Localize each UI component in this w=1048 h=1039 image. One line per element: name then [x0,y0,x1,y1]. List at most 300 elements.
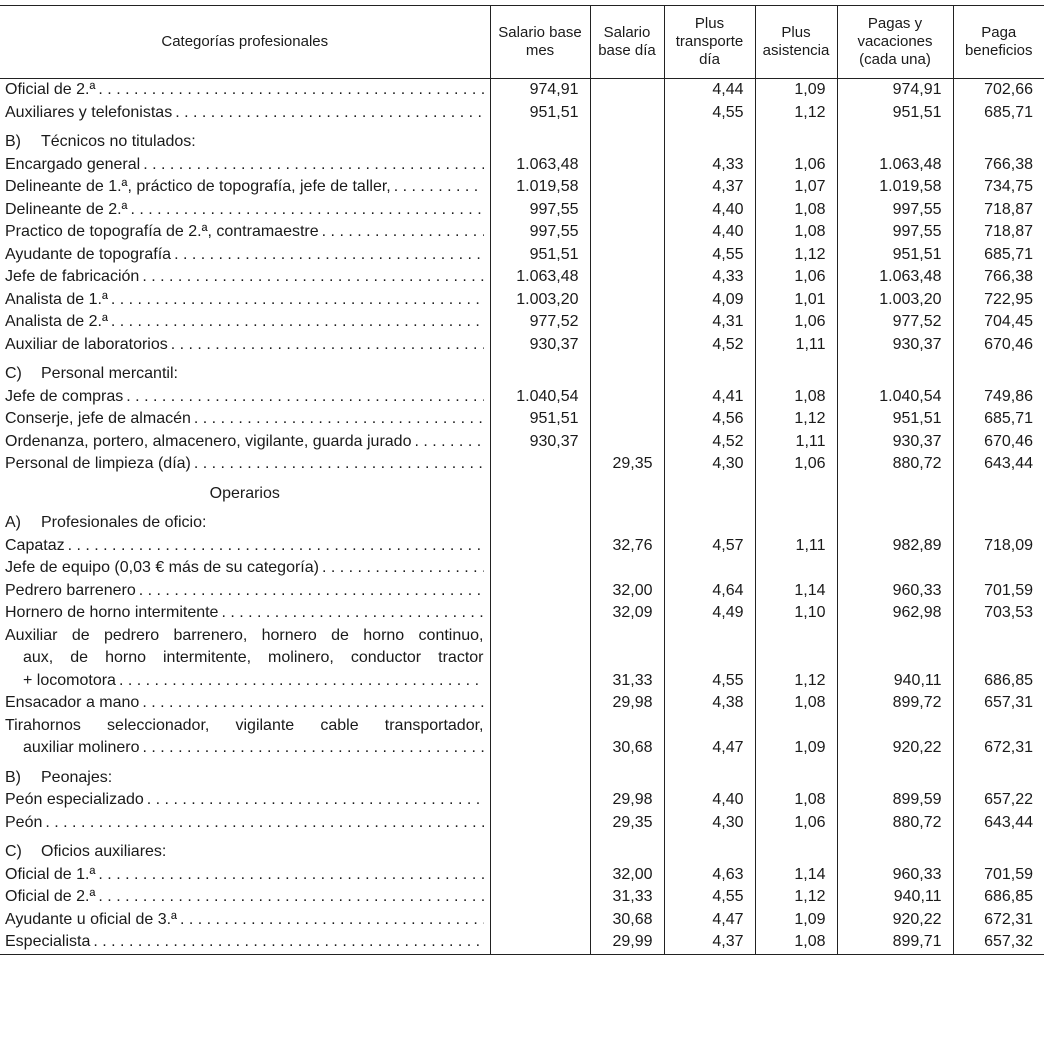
value-cell: 766,38 [953,154,1044,177]
table-row [0,505,1044,535]
category-label: Delineante de 1.ª, práctico de topografía, jefe de taller, [5,178,391,195]
value-cell: 4,55 [664,244,755,267]
value-cell: 930,37 [490,334,590,357]
category-label-wrap [0,431,490,454]
category-cell [0,199,490,222]
value-cell: 32,00 [590,864,664,887]
category-label: + locomotora [23,671,116,689]
value-cell: 4,64 [664,580,755,603]
category-label: Ensacador a mano [5,694,140,711]
category-cell [0,356,490,386]
value-cell: 4,40 [664,199,755,222]
value-cell: 1,07 [755,176,837,199]
value-cell: 974,91 [837,79,953,102]
value-cell: 951,51 [837,408,953,431]
table-row [0,789,1044,812]
value-cell: 4,37 [664,931,755,954]
value-cell: 4,63 [664,864,755,887]
value-cell: 960,33 [837,864,953,887]
value-cell: 4,55 [664,102,755,125]
header-categorias: Categorías profesionales [0,6,490,79]
section-heading [0,131,490,154]
value-cell [590,557,664,580]
value-cell: 1,08 [755,221,837,244]
value-cell [490,931,590,954]
value-cell [755,124,837,154]
value-cell: 722,95 [953,289,1044,312]
table-row [0,812,1044,835]
value-cell: 1.003,20 [837,289,953,312]
category-label: Practico de topografía de 2.ª, contramaestre [5,223,319,240]
value-cell: 1.003,20 [490,289,590,312]
value-cell: 899,71 [837,931,953,954]
leader-dots [136,580,484,603]
leader-dots [42,812,483,835]
value-cell: 29,99 [590,931,664,954]
value-cell [490,909,590,932]
value-cell [664,356,755,386]
value-cell [590,408,664,431]
value-cell [590,266,664,289]
value-cell: 1,09 [755,79,837,102]
category-label: Auxiliares y telefonistas [5,103,173,121]
category-cell [0,931,490,954]
leader-dots [65,535,484,558]
category-label: Ayudante de topografía [5,245,172,263]
category-cell [0,602,490,625]
table-body [0,79,1044,955]
category-cell [0,244,490,267]
table-row [0,864,1044,887]
value-cell: 1,10 [755,602,837,625]
value-cell [590,356,664,386]
section-heading [0,767,490,790]
section-title: Peonajes: [41,768,113,786]
value-cell: 1,08 [755,931,837,954]
category-label-wrap [0,535,490,558]
category-cell [0,334,490,357]
category-label: Peón especializado [5,791,144,808]
value-cell: 4,52 [664,334,755,357]
value-cell: 930,37 [837,334,953,357]
value-cell: 951,51 [490,408,590,431]
table-row [0,909,1044,932]
category-label-wrap [0,692,490,715]
category-cell [0,834,490,864]
header-salario-base-mes: Salario base mes [490,6,590,79]
table-row [0,334,1044,357]
value-cell: 32,00 [590,580,664,603]
category-cell [0,625,490,693]
table-row [0,386,1044,409]
category-label-wrap [0,79,490,102]
leader-dots [127,199,483,222]
value-cell [490,834,590,864]
category-label: Auxiliar de laboratorios [5,335,168,353]
value-cell [590,176,664,199]
group-heading: Operarios [209,484,280,502]
section-heading [0,512,490,535]
table-row [0,602,1044,625]
leader-dots [95,79,483,102]
value-cell [664,505,755,535]
category-cell [0,557,490,580]
category-cell [0,408,490,431]
value-cell [490,886,590,909]
header-paga-beneficios: Paga beneficios [953,6,1044,79]
leader-dots [172,102,483,125]
value-cell: 997,55 [490,221,590,244]
category-label-wrap [0,670,490,693]
value-cell: 701,59 [953,864,1044,887]
value-cell [490,535,590,558]
category-cell [0,864,490,887]
value-cell [490,812,590,835]
value-cell [590,199,664,222]
category-label-wrap [0,886,490,909]
value-cell: 1,14 [755,580,837,603]
table-row [0,715,1044,760]
value-cell [590,244,664,267]
value-cell: 1,11 [755,535,837,558]
value-cell [590,154,664,177]
value-cell: 4,37 [664,176,755,199]
category-cell [0,580,490,603]
value-cell [755,557,837,580]
category-label: Analista de 2.ª [5,313,108,330]
value-cell: 940,11 [837,625,953,693]
value-cell [490,692,590,715]
value-cell: 974,91 [490,79,590,102]
category-label-wrap [0,154,490,177]
value-cell: 4,49 [664,602,755,625]
value-cell: 930,37 [490,431,590,454]
leader-dots [391,176,484,199]
category-label: Hornero de horno intermitente [5,604,219,621]
table-row [0,580,1044,603]
value-cell: 1,06 [755,154,837,177]
category-cell [0,176,490,199]
category-cell [0,124,490,154]
section-heading [0,841,490,864]
value-cell: 1,11 [755,431,837,454]
value-cell: 657,22 [953,789,1044,812]
leader-dots [177,909,484,932]
value-cell: 749,86 [953,386,1044,409]
value-cell: 4,57 [664,535,755,558]
category-label-wrap [0,602,490,625]
value-cell: 4,52 [664,431,755,454]
value-cell: 670,46 [953,431,1044,454]
value-cell: 1,08 [755,789,837,812]
category-label-wrap [0,557,490,580]
value-cell: 4,56 [664,408,755,431]
leader-dots [139,692,483,715]
category-cell [0,386,490,409]
category-label-wrap [0,931,490,954]
value-cell [953,505,1044,535]
value-cell [664,557,755,580]
value-cell: 718,87 [953,221,1044,244]
category-label-wrap [0,244,490,267]
value-cell: 997,55 [490,199,590,222]
value-cell [837,557,953,580]
value-cell: 31,33 [590,625,664,693]
leader-dots [108,311,484,334]
section-letter: A) [5,514,21,531]
value-cell [664,760,755,790]
category-label-wrap [0,408,490,431]
category-cell [0,692,490,715]
value-cell: 657,31 [953,692,1044,715]
value-cell [490,760,590,790]
table-row [0,535,1044,558]
value-cell: 951,51 [837,102,953,125]
leader-dots [140,737,484,760]
value-cell: 657,32 [953,931,1044,954]
value-cell [590,311,664,334]
table-row [0,266,1044,289]
value-cell: 1,11 [755,334,837,357]
value-cell [490,505,590,535]
category-label-wrap [0,580,490,603]
category-label: Conserje, jefe de almacén [5,410,191,427]
table-row [0,931,1044,954]
salary-table [0,5,1044,955]
category-label: Analista de 1.ª [5,290,108,308]
leader-dots [319,221,484,244]
value-cell: 1.019,58 [490,176,590,199]
category-label: Oficial de 2.ª [5,81,96,98]
value-cell: 703,53 [953,602,1044,625]
value-cell [755,476,837,506]
value-cell: 704,45 [953,311,1044,334]
value-cell: 702,66 [953,79,1044,102]
value-cell: 1,06 [755,266,837,289]
table-row [0,124,1044,154]
category-label: Jefe de compras [5,387,124,405]
value-cell [953,124,1044,154]
section-letter: C) [5,365,22,382]
value-cell [953,834,1044,864]
category-label-wrap [0,221,490,244]
value-cell: 920,22 [837,909,953,932]
section-title: Oficios auxiliares: [41,843,167,860]
category-label-wrap [0,311,490,334]
section-letter: B) [5,768,21,786]
value-cell [590,834,664,864]
value-cell: 29,98 [590,692,664,715]
category-label: Capataz [5,536,65,554]
value-cell: 962,98 [837,602,953,625]
category-label: Delineante de 2.ª [5,200,128,218]
value-cell: 1,12 [755,625,837,693]
value-cell: 960,33 [837,580,953,603]
header-pagas-vacaciones: Pagas y vacaciones (cada una) [837,6,953,79]
value-cell: 1.063,48 [837,266,953,289]
category-label-wrap [0,176,490,199]
value-cell [590,476,664,506]
value-cell: 1,12 [755,244,837,267]
category-cell [0,760,490,790]
value-cell [490,864,590,887]
value-cell [664,476,755,506]
category-label: Ordenanza, portero, almacenero, vigilante, guarda jurado [5,432,412,450]
value-cell [490,453,590,476]
leader-dots [191,408,484,431]
value-cell [490,580,590,603]
value-cell: 1,06 [755,812,837,835]
value-cell: 643,44 [953,812,1044,835]
value-cell: 1,06 [755,311,837,334]
category-cell [0,476,490,506]
category-cell [0,886,490,909]
value-cell: 1.063,48 [490,266,590,289]
table-row [0,476,1044,506]
category-cell [0,311,490,334]
value-cell [490,476,590,506]
value-cell [837,356,953,386]
category-label-wrap [0,102,490,125]
value-cell: 686,85 [953,886,1044,909]
category-cell [0,812,490,835]
category-cell [0,266,490,289]
value-cell: 4,47 [664,715,755,760]
category-label: Peón [5,813,43,831]
value-cell [953,356,1044,386]
value-cell [590,79,664,102]
category-label: auxiliar molinero [23,739,140,756]
value-cell: 4,55 [664,625,755,693]
leader-dots [108,289,484,312]
value-cell: 4,47 [664,909,755,932]
category-label-line: Tirahornos seleccionador, vigilante cable transportador, [5,716,484,734]
value-cell [490,715,590,760]
table-row [0,760,1044,790]
leader-dots [168,334,484,357]
value-cell: 4,41 [664,386,755,409]
value-cell: 4,40 [664,789,755,812]
category-label: Jefe de equipo (0,03 € más de su categoría) [5,559,319,576]
value-cell: 4,33 [664,266,755,289]
value-cell: 1,08 [755,386,837,409]
value-cell: 1,14 [755,864,837,887]
category-label-wrap [0,199,490,222]
value-cell: 1,12 [755,408,837,431]
value-cell: 951,51 [490,102,590,125]
value-cell: 1,12 [755,886,837,909]
category-label-line: aux, de horno intermitente, molinero, conductor tractor [23,649,484,666]
table-row [0,625,1044,693]
value-cell: 1.019,58 [837,176,953,199]
leader-dots [411,431,483,454]
value-cell: 685,71 [953,244,1044,267]
value-cell: 1.063,48 [837,154,953,177]
value-cell: 32,76 [590,535,664,558]
value-cell: 982,89 [837,535,953,558]
value-cell [590,221,664,244]
leader-dots [95,864,483,887]
value-cell [490,602,590,625]
value-cell [755,760,837,790]
leader-dots [144,789,484,812]
value-cell [590,505,664,535]
table-row [0,311,1044,334]
leader-dots [139,266,483,289]
value-cell: 1,08 [755,692,837,715]
value-cell: 880,72 [837,453,953,476]
value-cell: 31,33 [590,886,664,909]
value-cell: 930,37 [837,431,953,454]
value-cell [590,431,664,454]
value-cell [490,625,590,693]
category-label-wrap [0,386,490,409]
value-cell [755,356,837,386]
value-cell: 920,22 [837,715,953,760]
category-label-wrap [0,812,490,835]
table-row [0,692,1044,715]
value-cell: 1,06 [755,453,837,476]
category-label-wrap [0,453,490,476]
value-cell [953,557,1044,580]
table-row [0,244,1044,267]
category-label-wrap [0,289,490,312]
value-cell [490,124,590,154]
category-cell [0,79,490,102]
value-cell [837,476,953,506]
value-cell [590,334,664,357]
leader-dots [140,154,483,177]
category-label-wrap [0,737,490,760]
category-cell [0,289,490,312]
category-cell [0,909,490,932]
leader-dots [116,670,484,693]
value-cell: 1,09 [755,715,837,760]
section-title: Personal mercantil: [41,365,178,382]
category-label-wrap [0,266,490,289]
value-cell: 4,30 [664,812,755,835]
value-cell: 997,55 [837,221,953,244]
table-row [0,154,1044,177]
value-cell: 670,46 [953,334,1044,357]
value-cell [837,124,953,154]
category-cell [0,453,490,476]
category-cell [0,715,490,760]
leader-dots [90,931,483,954]
value-cell [590,102,664,125]
value-cell: 899,72 [837,692,953,715]
value-cell: 1,09 [755,909,837,932]
value-cell [590,124,664,154]
value-cell: 1.063,48 [490,154,590,177]
value-cell: 4,09 [664,289,755,312]
value-cell: 701,59 [953,580,1044,603]
value-cell: 29,98 [590,789,664,812]
value-cell: 718,87 [953,199,1044,222]
value-cell: 1.040,54 [837,386,953,409]
table-row [0,834,1044,864]
value-cell: 4,30 [664,453,755,476]
value-cell [490,789,590,812]
value-cell [590,760,664,790]
category-label: Oficial de 2.ª [5,888,96,905]
value-cell: 29,35 [590,812,664,835]
value-cell: 4,31 [664,311,755,334]
section-letter: C) [5,843,22,860]
section-letter: B) [5,133,21,150]
category-cell [0,505,490,535]
category-label: Ayudante u oficial de 3.ª [5,910,177,928]
